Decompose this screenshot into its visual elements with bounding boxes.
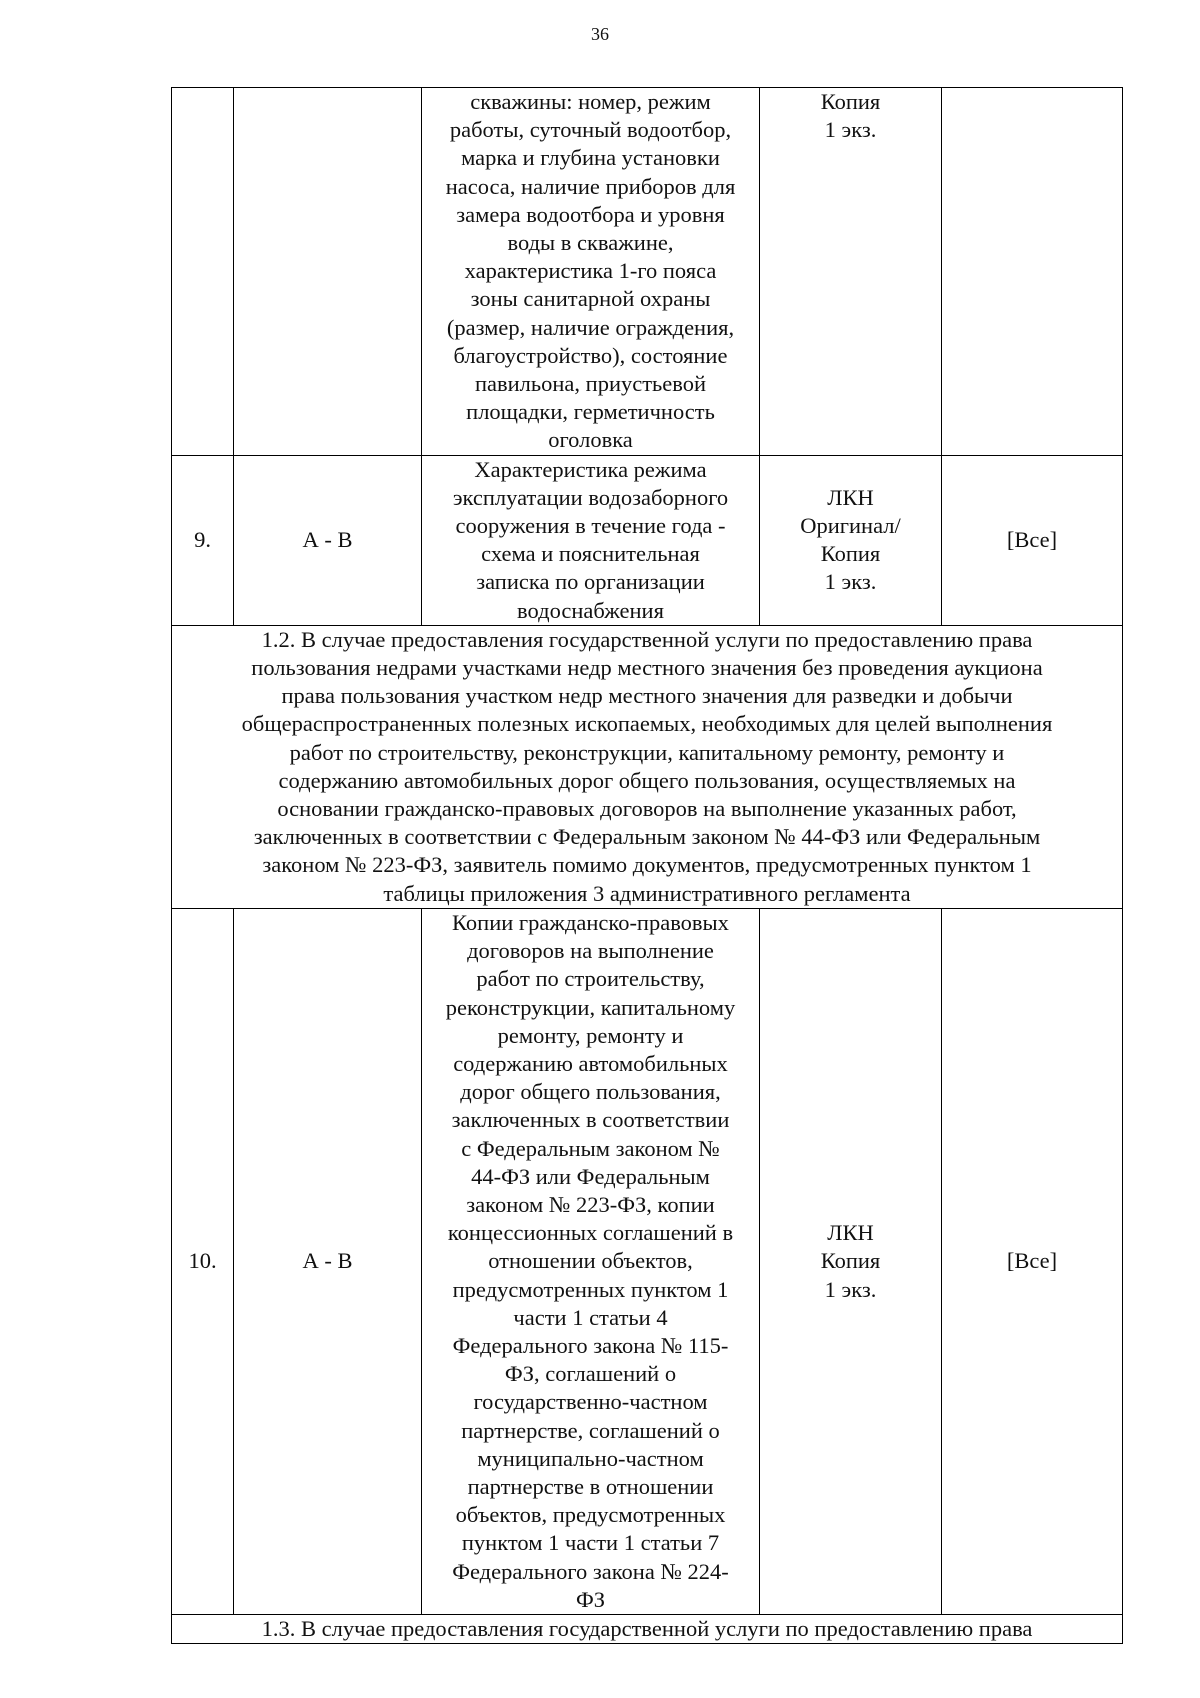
- category-cell: А - В: [234, 908, 422, 1614]
- table-row: [172, 908, 1123, 1614]
- applicability-cell: [942, 88, 1123, 456]
- document-description-cell: Копии гражданско-правовых договоров на выполнение работ по строительству, реконструкции, капитальному ремонту, ремонту и содержанию автомобильных дорог общего пользования, заключенных в соответствии с Федеральным законом № 44-ФЗ или Федеральным законом № 223-ФЗ, копии концессионных соглашений в отношении объектов, предусмотренных пунктом 1 части 1 статьи 4 Федерального закона № 115- ФЗ, соглашений о государственно-частном партнерстве, соглашений о муниципально-частном партнерстве в отношении объектов, предусмотренных пунктом 1 части 1 статьи 7 Федерального закона № 224- ФЗ: [422, 908, 760, 1614]
- document-description-cell: скважины: номер, режим работы, суточный водоотбор, марка и глубина установки насоса, наличие приборов для замера водоотбора и уровня воды в скважине, характеристика 1-го пояса зоны санитарной охраны (размер, наличие ограждения, благоустройство), состояние павильона, приустьевой площадки, герметичность оголовка: [422, 88, 760, 456]
- applicability-cell: [Все]: [942, 908, 1123, 1614]
- section-heading: 1.3. В случае предоставления государственной услуги по предоставлению права: [172, 1614, 1123, 1643]
- document-form-cell: ЛКН Копия 1 экз.: [760, 908, 942, 1614]
- documents-table: [171, 87, 1123, 1644]
- document-description-cell: Характеристика режима эксплуатации водозаборного сооружения в течение года - схема и пояснительная записка по организации водоснабжения: [422, 455, 760, 625]
- table-row: [172, 455, 1123, 625]
- document-form-cell: Копия 1 экз.: [760, 88, 942, 456]
- row-number-cell: 9.: [172, 455, 234, 625]
- row-number-cell: [172, 88, 234, 456]
- table-row: [172, 88, 1123, 456]
- applicability-cell: [Все]: [942, 455, 1123, 625]
- section-row: [172, 625, 1123, 908]
- category-cell: А - В: [234, 455, 422, 625]
- document-form-cell: ЛКН Оригинал/ Копия 1 экз.: [760, 455, 942, 625]
- page-number: 36: [591, 24, 609, 44]
- section-heading: 1.2. В случае предоставления государственной услуги по предоставлению права пользования недрами участками недр местного значения без проведения аукциона права пользования участком недр местного значения для разведки и добычи общераспространенных полезных ископаемых, необходимых для целей выполнения работ по строительству, реконструкции, капитальному ремонту, ремонту и содержанию автомобильных дорог общего пользования, осуществляемых на основании гражданско-правовых договоров на выполнение указанных работ, заключенных в соответствии с Федеральным законом № 44-ФЗ или Федеральным законом № 223-ФЗ, заявитель помимо документов, предусмотренных пунктом 1 таблицы приложения 3 административного регламента: [172, 625, 1123, 908]
- section-row: [172, 1614, 1123, 1643]
- row-number-cell: 10.: [172, 908, 234, 1614]
- category-cell: [234, 88, 422, 456]
